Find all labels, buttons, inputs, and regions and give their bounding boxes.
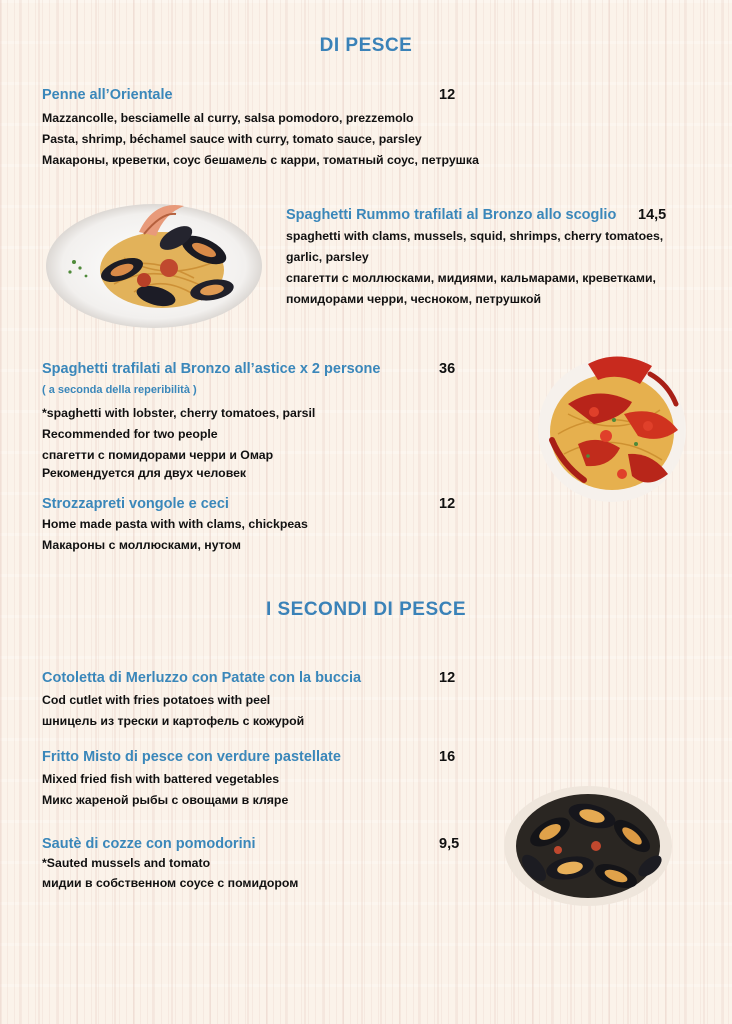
dish-description-en: Home made pasta with with clams, chickpeas xyxy=(42,517,308,531)
dish-name: Spaghetti trafilati al Bronzo all’astice x 2 persone xyxy=(42,361,381,377)
dish-description-en-cont: garlic, parsley xyxy=(286,250,369,264)
dish-description-ru: мидии в собственном соусе с помидором xyxy=(42,876,299,890)
dish-price: 12 xyxy=(439,87,456,103)
dish-recommendation-en: Recommended for two people xyxy=(42,427,218,441)
dish-name: Strozzapreti vongole e ceci xyxy=(42,496,229,512)
lobster-spaghetti-photo xyxy=(528,344,696,512)
dish-description-ru: спагетти с помидорами черри и Омар xyxy=(42,448,274,462)
dish-description-en: *Sauted mussels and tomato xyxy=(42,856,211,870)
dish-description-ru: шницель из трески и картофель с кожурой xyxy=(42,714,305,728)
dish-recommendation-ru: Рекомендуется для двух человек xyxy=(42,466,247,480)
dish-description-ru: Макароны, креветки, соус бешамель с карри, томатный соус, петрушка xyxy=(42,153,479,167)
dish-name: Sautè di cozze con pomodorini xyxy=(42,836,256,852)
dish-description-en: *spaghetti with lobster, cherry tomatoes, parsil xyxy=(42,406,316,420)
dish-description-it: Mazzancolle, besciamelle al curry, salsa pomodoro, prezzemolo xyxy=(42,111,414,125)
dish-description-en: Pasta, shrimp, béchamel sauce with curry, tomato sauce, parsley xyxy=(42,132,422,146)
dish-price: 36 xyxy=(439,361,456,377)
section-title-di-pesce: DI PESCE xyxy=(319,35,413,56)
dish-price: 9,5 xyxy=(439,836,460,852)
dish-description-en: Cod cutlet with fries potatoes with peel xyxy=(42,693,271,707)
dish-name: Cotoletta di Merluzzo con Patate con la buccia xyxy=(42,670,362,686)
dish-price: 14,5 xyxy=(638,207,667,223)
dish-description-ru-cont: помидорами черри, чесноком, петрушкой xyxy=(286,292,542,306)
dish-name: Penne all’Orientale xyxy=(42,87,173,103)
dish-price: 12 xyxy=(439,496,456,512)
section-title-secondi-di-pesce: I SECONDI DI PESCE xyxy=(265,599,467,620)
dish-description-en: spaghetti with clams, mussels, squid, shrimps, cherry tomatoes, xyxy=(286,229,664,243)
dish-availability-note: ( a seconda della reperibilità ) xyxy=(42,384,197,396)
dish-name: Fritto Misto di pesce con verdure pastellate xyxy=(42,749,341,765)
seafood-spaghetti-photo xyxy=(44,192,264,332)
dish-description-ru: Макароны с моллюсками, нутом xyxy=(42,538,241,552)
dish-price: 12 xyxy=(439,670,456,686)
dish-name: Spaghetti Rummo trafilati al Bronzo allo scoglio xyxy=(286,207,617,223)
dish-description-ru: спагетти с моллюсками, мидиями, кальмарами, креветками, xyxy=(286,271,656,285)
mussels-photo xyxy=(500,780,676,908)
dish-description-en: Mixed fried fish with battered vegetables xyxy=(42,772,280,786)
dish-price: 16 xyxy=(439,749,456,765)
dish-description-ru: Микс жареной рыбы с овощами в кляре xyxy=(42,793,289,807)
